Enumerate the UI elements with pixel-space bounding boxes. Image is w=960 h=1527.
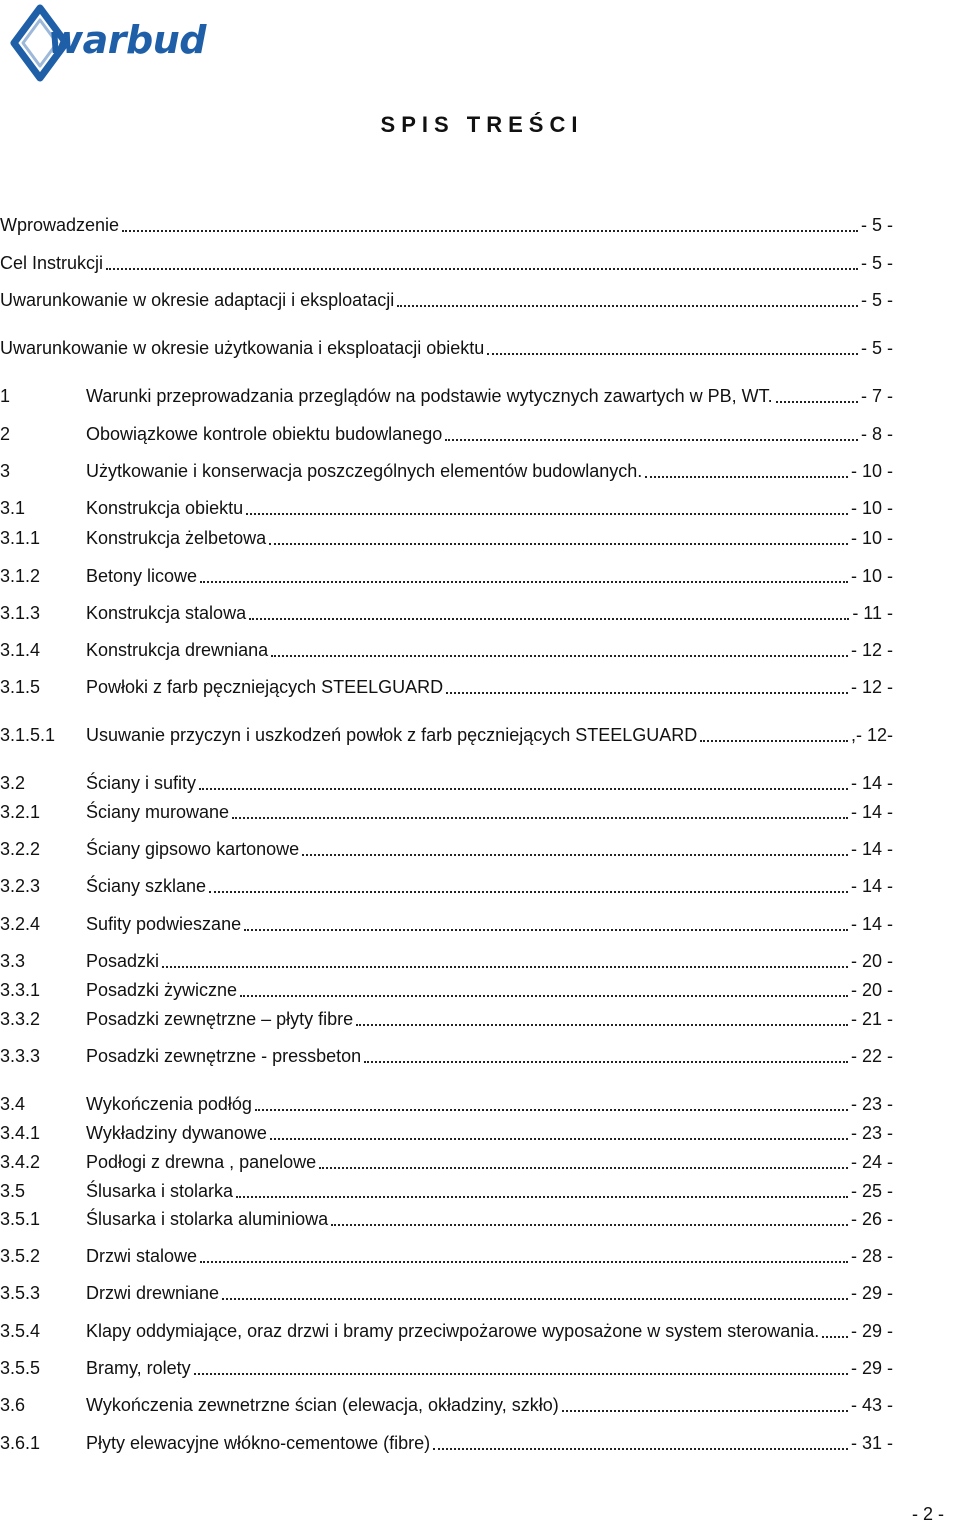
toc-entry[interactable] [0, 1430, 893, 1454]
toc-entry-number: 3.4 [0, 1094, 26, 1114]
toc-entry-title: Ściany i sufity [86, 773, 197, 793]
toc-entry-title: Drzwi drewniane [86, 1283, 220, 1303]
toc-entry-title: Podłogi z drewna , panelowe [86, 1152, 317, 1172]
toc-entry-number: 3.2.4 [0, 914, 41, 934]
toc-entry-title: Ściany murowane [86, 802, 230, 822]
toc-entry[interactable] [0, 525, 893, 549]
warbud-logo [8, 4, 243, 82]
toc-entry-number: 3.2 [0, 773, 26, 793]
toc-entry[interactable] [0, 383, 893, 407]
toc-entry-page: - 43 - [850, 1395, 893, 1415]
toc-entry-page: - 5 - [860, 215, 893, 235]
toc-dot-leader [106, 262, 858, 270]
toc-entry-title: Obowiązkowe kontrole obiektu budowlanego [86, 424, 443, 444]
toc-entry-page: - 29 - [850, 1321, 893, 1341]
toc-entry-number: 3.1.5 [0, 677, 41, 697]
logo-wordmark: warbud [48, 18, 206, 62]
toc-entry-title: Posadzki [86, 951, 160, 971]
toc-entry-number: 3.1.2 [0, 566, 41, 586]
toc-entry[interactable] [0, 335, 893, 359]
toc-entry-title: Posadzki zewnętrzne – płyty fibre [86, 1009, 354, 1029]
toc-entry-title: Ślusarka i stolarka [86, 1181, 234, 1201]
toc-entry-page: - 24 - [850, 1152, 893, 1172]
toc-entry[interactable] [0, 1392, 893, 1416]
toc-dot-leader [122, 224, 858, 232]
toc-entry-page: - 5 - [860, 253, 893, 273]
toc-entry-page: - 20 - [850, 980, 893, 1000]
toc-entry-number: 3.5.3 [0, 1283, 41, 1303]
toc-entry-title: Ściany szklane [86, 876, 207, 896]
toc-entry-page: - 22 - [850, 1046, 893, 1066]
toc-entry-title: Uwarunkowanie w okresie adaptacji i eksploatacji [0, 290, 395, 310]
toc-entry[interactable] [0, 637, 893, 661]
toc-entry-page: - 31 - [850, 1433, 893, 1453]
toc-entry[interactable] [0, 212, 893, 236]
toc-dot-leader [364, 1055, 848, 1063]
toc-entry[interactable] [0, 250, 893, 274]
toc-entry-page: - 14 - [850, 773, 893, 793]
page-title: SPIS TREŚCI [380, 112, 584, 137]
toc-dot-leader [433, 1442, 848, 1450]
toc-dot-leader [240, 989, 848, 997]
toc-entry[interactable] [0, 948, 893, 972]
toc-entry-title: Płyty elewacyjne włókno-cementowe (fibre) [86, 1433, 431, 1453]
toc-dot-leader [700, 734, 848, 742]
toc-entry-number: 3.6.1 [0, 1433, 41, 1453]
toc-entry-title: Wykończenia zewnetrzne ścian (elewacja, okładziny, szkło) [86, 1395, 559, 1415]
toc-entry-title: Użytkowanie i konserwacja poszczególnych elementów budowlanych. [86, 461, 643, 481]
toc-dot-leader [200, 575, 848, 583]
toc-entry-page: - 25 - [850, 1181, 893, 1201]
toc-dot-leader [562, 1404, 848, 1412]
toc-entry-page: - 20 - [850, 951, 893, 971]
toc-entry[interactable] [0, 1006, 893, 1030]
toc-entry-page: - 10 - [850, 528, 893, 548]
toc-entry-page: - 21 - [850, 1009, 893, 1029]
toc-dot-leader [269, 537, 848, 545]
toc-entry-page: - 14 - [850, 914, 893, 934]
toc-entry-number: 3.5.1 [0, 1209, 41, 1229]
toc-dot-leader [232, 811, 848, 819]
toc-entry[interactable] [0, 799, 893, 823]
toc-dot-leader [236, 1190, 848, 1198]
toc-entry-title: Cel Instrukcji [0, 253, 104, 273]
toc-entry-page: - 23 - [850, 1094, 893, 1114]
toc-entry-page: - 29 - [850, 1358, 893, 1378]
toc-entry[interactable] [0, 722, 893, 746]
toc-dot-leader [487, 347, 858, 355]
toc-entry-title: Wprowadzenie [0, 215, 120, 235]
toc-entry-title: Konstrukcja żelbetowa [86, 528, 267, 548]
toc-dot-leader [446, 686, 848, 694]
toc-entry-number: 3.5.4 [0, 1321, 41, 1341]
toc-entry-title: Posadzki żywiczne [86, 980, 238, 1000]
toc-entry-page: - 14 - [850, 876, 893, 896]
toc-entry-title: Betony licowe [86, 566, 198, 586]
toc-entry[interactable] [0, 770, 893, 794]
toc-entry-page: - 8 - [860, 424, 893, 444]
toc-entry[interactable] [0, 1178, 893, 1202]
toc-dot-leader [209, 885, 848, 893]
toc-entry-number: 3.1.1 [0, 528, 41, 548]
toc-entry-title: Klapy oddymiające, oraz drzwi i bramy przeciwpożarowe wyposażone w system sterowania. [86, 1321, 820, 1341]
toc-entry-number: 3.1.3 [0, 603, 41, 623]
toc-dot-leader [645, 470, 848, 478]
toc-dot-leader [319, 1161, 848, 1169]
toc-entry-number: 3.5 [0, 1181, 26, 1201]
toc-dot-leader [222, 1292, 848, 1300]
toc-entry[interactable] [0, 600, 893, 624]
toc-entry[interactable] [0, 1149, 893, 1173]
toc-entry-page: - 14 - [850, 802, 893, 822]
toc-dot-leader [246, 507, 848, 515]
toc-entry-number: 3.2.2 [0, 839, 41, 859]
toc-entry-title: Usuwanie przyczyn i uszkodzeń powłok z farb pęczniejących STEELGUARD [86, 725, 698, 745]
toc-dot-leader [194, 1367, 848, 1375]
toc-dot-leader [776, 395, 858, 403]
toc-entry-title: Wykładziny dywanowe [86, 1123, 267, 1143]
toc-dot-leader [255, 1103, 848, 1111]
toc-entry[interactable] [0, 1243, 893, 1267]
toc-entry[interactable] [0, 563, 893, 587]
toc-dot-leader [249, 612, 849, 620]
toc-entry-number: 3.6 [0, 1395, 26, 1415]
toc-entry-page: ,- 12- [850, 725, 893, 745]
toc-entry[interactable] [0, 674, 893, 698]
toc-entry[interactable] [0, 1318, 893, 1342]
toc-entry-page: - 26 - [850, 1209, 893, 1229]
toc-entry-title: Drzwi stalowe [86, 1246, 198, 1266]
toc-entry-page: - 10 - [850, 461, 893, 481]
toc-entry[interactable] [0, 1043, 893, 1067]
toc-entry-number: 2 [0, 424, 11, 444]
toc-entry-number: 3 [0, 461, 11, 481]
toc-dot-leader [199, 782, 848, 790]
toc-entry[interactable] [0, 1355, 893, 1379]
toc-entry[interactable] [0, 911, 893, 935]
toc-entry[interactable] [0, 1206, 893, 1230]
toc-entry[interactable] [0, 836, 893, 860]
toc-dot-leader [271, 649, 848, 657]
toc-entry-page: - 5 - [860, 290, 893, 310]
toc-entry[interactable] [0, 421, 893, 445]
toc-entry-page: - 5 - [860, 338, 893, 358]
toc-entry-title: Wykończenia podłóg [86, 1094, 252, 1114]
toc-entry[interactable] [0, 495, 893, 519]
toc-entry-page: - 28 - [850, 1246, 893, 1266]
toc-entry[interactable] [0, 977, 893, 1001]
toc-entry[interactable] [0, 1120, 893, 1144]
toc-entry-number: 3.3.2 [0, 1009, 41, 1029]
toc-entry-title: Ślusarka i stolarka aluminiowa [86, 1209, 329, 1229]
toc-entry-number: 3.2.1 [0, 802, 41, 822]
toc-entry-title: Warunki przeprowadzania przeglądów na podstawie wytycznych zawartych w PB, WT. [86, 386, 773, 406]
toc-entry-number: 3.3.1 [0, 980, 41, 1000]
toc-dot-leader [356, 1018, 848, 1026]
toc-entry-title: Uwarunkowanie w okresie użytkowania i eksploatacji obiektu [0, 338, 485, 358]
toc-entry-title: Ściany gipsowo kartonowe [86, 839, 300, 859]
toc-entry-number: 3.3.3 [0, 1046, 41, 1066]
toc-dot-leader [822, 1330, 848, 1338]
toc-entry-page: - 7 - [860, 386, 893, 406]
toc-entry-title: Posadzki zewnętrzne - pressbeton [86, 1046, 362, 1066]
toc-entry-number: 3.1 [0, 498, 26, 518]
toc-entry-page: - 11 - [852, 603, 893, 623]
toc-dot-leader [162, 960, 848, 968]
toc-entry-number: 3.1.5.1 [0, 725, 56, 745]
toc-dot-leader [331, 1218, 848, 1226]
toc-entry-title: Powłoki z farb pęczniejących STEELGUARD [86, 677, 444, 697]
toc-entry-title: Sufity podwieszane [86, 914, 242, 934]
toc-entry-page: - 10 - [850, 566, 893, 586]
toc-entry[interactable] [0, 1091, 893, 1115]
toc-entry-title: Bramy, rolety [86, 1358, 191, 1378]
toc-entry-number: 3.4.2 [0, 1152, 41, 1172]
toc-entry-number: 3.2.3 [0, 876, 41, 896]
toc-entry-number: 3.5.5 [0, 1358, 41, 1378]
page-number: - 2 - [911, 1504, 944, 1524]
toc-entry-page: - 14 - [850, 839, 893, 859]
toc-entry-number: 3.4.1 [0, 1123, 41, 1143]
toc-entry-title: Konstrukcja drewniana [86, 640, 269, 660]
toc-entry-number: 3.1.4 [0, 640, 41, 660]
toc-entry[interactable] [0, 873, 893, 897]
toc-entry[interactable] [0, 287, 893, 311]
toc-entry-title: Konstrukcja stalowa [86, 603, 247, 623]
toc-entry-page: - 12 - [850, 640, 893, 660]
toc-dot-leader [302, 848, 848, 856]
toc-dot-leader [397, 299, 858, 307]
toc-entry[interactable] [0, 1280, 893, 1304]
toc-entry-number: 3.5.2 [0, 1246, 41, 1266]
toc-dot-leader [445, 433, 858, 441]
toc-entry-title: Konstrukcja obiektu [86, 498, 244, 518]
toc-entry-page: - 23 - [850, 1123, 893, 1143]
toc-entry-page: - 29 - [850, 1283, 893, 1303]
toc-dot-leader [270, 1132, 848, 1140]
toc-dot-leader [200, 1255, 848, 1263]
toc-entry-number: 1 [0, 386, 11, 406]
toc-entry-page: - 10 - [850, 498, 893, 518]
toc-entry[interactable] [0, 458, 893, 482]
toc-entry-number: 3.3 [0, 951, 26, 971]
toc-entry-page: - 12 - [850, 677, 893, 697]
toc-dot-leader [244, 923, 848, 931]
